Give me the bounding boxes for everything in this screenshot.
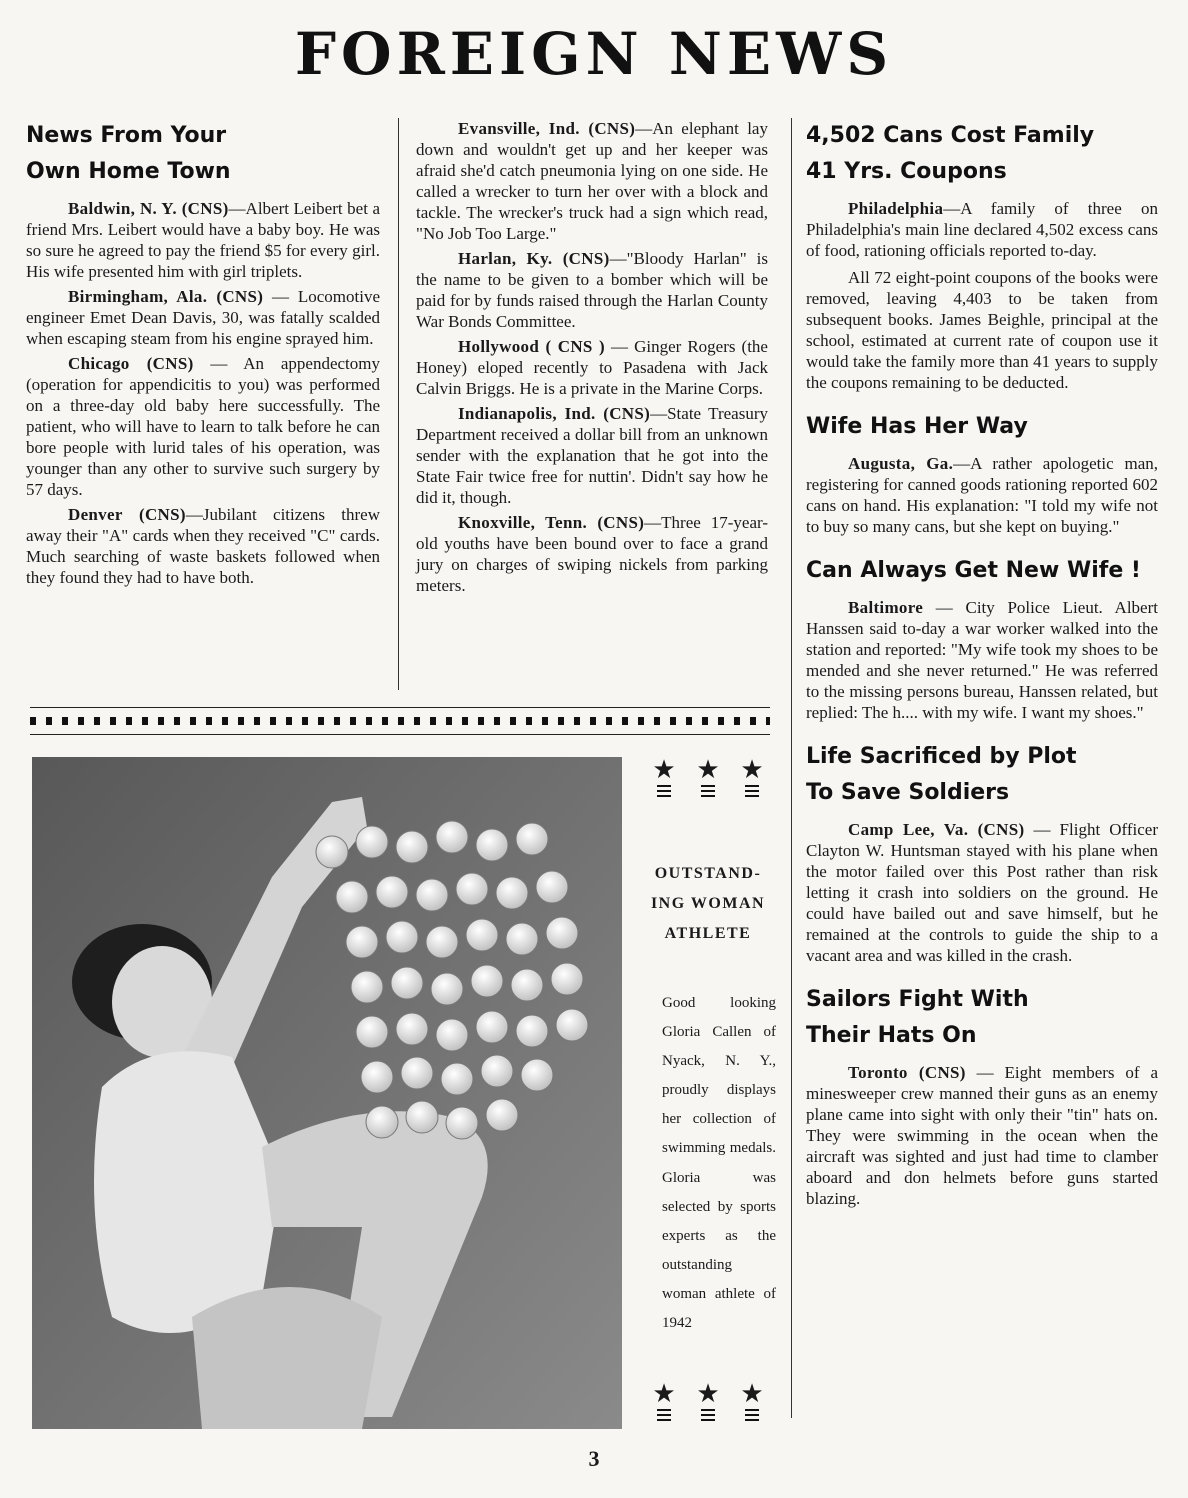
dateline: Birmingham, Ala. (CNS) bbox=[68, 287, 264, 306]
column-divider bbox=[791, 118, 792, 1418]
masthead bbox=[0, 0, 1188, 95]
star-icon: ★ bbox=[740, 755, 764, 784]
dateline: Hollywood ( CNS ) bbox=[458, 337, 605, 356]
caption-text: Good looking Gloria Callen of Nyack, N. Y., proudly displays her collection of swimming medals. Gloria was selected by sports experts as the outstanding woman athlete of 1942 bbox=[662, 995, 776, 1332]
column-home-town bbox=[26, 118, 380, 592]
news-item: Indianapolis, Ind. (CNS)—State Treasury Department received a dollar bill from an unknown sender with the explanation that he got into the State Fair twice free for nuttin'. Didn't say how he did it, though. bbox=[416, 404, 768, 507]
dateline: Baldwin, N. Y. (CNS) bbox=[68, 199, 229, 218]
news-item: Baldwin, N. Y. (CNS)—Albert Leibert bet a friend Mrs. Leibert would have a baby boy. He was so sure he agreed to pay the friend $5 for every girl. His wife presented him with girl triplets. bbox=[26, 199, 380, 281]
page-title: FOREIGN NEWS bbox=[294, 20, 894, 88]
news-item: Baltimore — City Police Lieut. Albert Hanssen said to-day a war worker walked into the station and reported: "My wife took my shoes to be mended and she never returned." He was referred to the missing persons bureau, Hanssen related, but replied: The h.... with my wife. I want my shoes." bbox=[806, 598, 1158, 722]
dotted-divider bbox=[30, 707, 770, 735]
headline-cans-coupons: 4,502 Cans Cost Family 41 Yrs. Coupons bbox=[806, 123, 1095, 184]
dateline: Baltimore bbox=[848, 598, 924, 617]
news-item: Augusta, Ga.—A rather apologetic man, registering for canned goods rationing reported 602 cans on hand. His explanation: "I told my wife not to buy so many cans, but she kept on buying." bbox=[806, 454, 1158, 536]
star-ornament-bottom bbox=[640, 1381, 776, 1421]
news-item: Toronto (CNS) — Eight members of a minesweeper crew manned their guns as an enemy plane came into sight with only their "tin" hats on. They were swimming in the ocean when the aircraft was sighted and just had time to clamber aboard and don helmets before guns started blazing. bbox=[806, 1063, 1158, 1208]
dateline: Chicago (CNS) bbox=[68, 354, 194, 373]
column-stories bbox=[806, 118, 1158, 1213]
star-icon: ★ bbox=[696, 755, 720, 784]
headline-sailors: Sailors Fight With Their Hats On bbox=[806, 987, 1029, 1048]
dateline: Knoxville, Tenn. (CNS) bbox=[458, 513, 645, 532]
news-item: Harlan, Ky. (CNS)—"Bloody Harlan" is the name to be given to a bomber which will be paid for by funds raised through the Harlan County War Bonds Committee. bbox=[416, 249, 768, 331]
dateline: Evansville, Ind. (CNS) bbox=[458, 119, 636, 138]
news-item: Philadelphia—A family of three on Philadelphia's main line declared 4,502 excess cans of food, rationing officials reported to-day. bbox=[806, 199, 1158, 260]
column-briefs bbox=[416, 118, 768, 600]
headline-wife-way: Wife Has Her Way bbox=[806, 414, 1028, 439]
dateline: Camp Lee, Va. (CNS) bbox=[848, 820, 1025, 839]
news-item: Evansville, Ind. (CNS)—An elephant lay down and wouldn't get up and her keeper was afraid she'd catch pneumonia lying on one side. He called a wrecker to turn her over with a block and tackle. The wrecker's truck had a sign which read, "No Job Too Large." bbox=[416, 119, 768, 243]
news-item: Hollywood ( CNS ) — Ginger Rogers (the Honey) eloped recently to Pasadena with Jack Calvin Briggs. He is a private in the Marine Corps. bbox=[416, 337, 768, 398]
column-divider bbox=[398, 118, 399, 690]
news-item: Knoxville, Tenn. (CNS)—Three 17-year-old youths have been bound over to face a grand jury on charges of swiping nickels from parking meters. bbox=[416, 513, 769, 595]
star-ornament-top bbox=[640, 757, 776, 797]
star-icon: ★ bbox=[652, 755, 676, 784]
dateline: Harlan, Ky. (CNS) bbox=[458, 249, 610, 268]
caption-headline: OUTSTAND- ING WOMAN ATHLETE bbox=[650, 865, 766, 942]
dateline: Augusta, Ga. bbox=[848, 454, 954, 473]
star-icon: ★ bbox=[696, 1379, 720, 1408]
dateline: Indianapolis, Ind. (CNS) bbox=[458, 404, 651, 423]
star-icon: ★ bbox=[740, 1379, 764, 1408]
page-number: 3 bbox=[588, 1446, 600, 1471]
dateline: Philadelphia bbox=[848, 199, 944, 218]
star-icon: ★ bbox=[652, 1379, 676, 1408]
news-item: Chicago (CNS) — An appendectomy (operation for appendicitis to you) was performed on a three-day old baby here successfully. The patient, who will have to learn to talk before he can bore people with lurid tales of his operation, was younger than any other to survive such surgery by 57 days. bbox=[26, 354, 381, 499]
dateline: Toronto (CNS) bbox=[848, 1063, 966, 1082]
news-paragraph: All 72 eight-point coupons of the books were removed, leaving 4,403 to be taken from subsequent books. James Beighle, principal at the school, estimated at current rate of coupon use it would take the family more than 41 years to supply the coupons remaining to be deducted. bbox=[806, 268, 1158, 392]
dateline: Denver (CNS) bbox=[68, 505, 186, 524]
headline-life-sacrificed: Life Sacrificed by Plot To Save Soldiers bbox=[806, 744, 1077, 805]
headline-home-town: News From Your Own Home Town bbox=[26, 123, 231, 184]
news-item: Birmingham, Ala. (CNS) — Locomotive engineer Emet Dean Davis, 30, was fatally scalded when escaping steam from his engine sprayed him. bbox=[26, 287, 380, 348]
athlete-photo-illustration bbox=[32, 757, 622, 1429]
headline-new-wife: Can Always Get New Wife ! bbox=[806, 558, 1141, 583]
news-item: Denver (CNS)—Jubilant citizens threw away their "A" cards when they received "C" cards. Much searching of waste baskets followed when they found they had to have both. bbox=[26, 505, 380, 587]
athlete-photo bbox=[32, 757, 622, 1429]
news-item: Camp Lee, Va. (CNS) — Flight Officer Clayton W. Huntsman stayed with his plane when the motor failed over this Post rather than risk letting it crash into soldiers on the ground. He could have bailed out and save himself, but he remained at the controls to guide the ship to a vacant area and was killed in the crash. bbox=[806, 820, 1158, 965]
photo-caption-sidebar bbox=[640, 755, 776, 1408]
